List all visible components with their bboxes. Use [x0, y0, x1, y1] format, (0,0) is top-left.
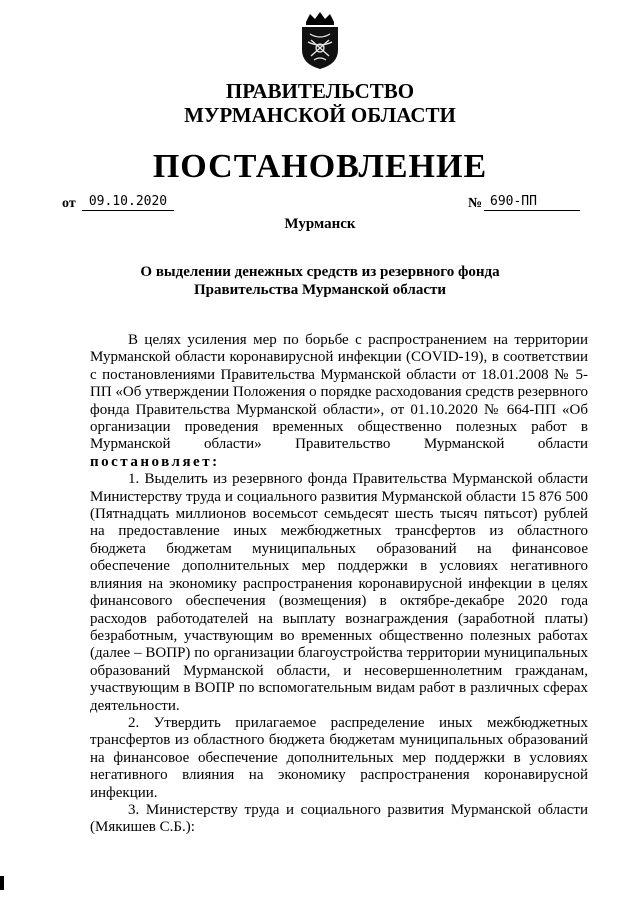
resolves-keyword: постановляет:: [90, 453, 220, 470]
document-number: 690-ПП: [484, 193, 580, 211]
number-label: №: [468, 196, 483, 211]
scan-mark: [0, 876, 4, 890]
organization-name-line1: ПРАВИТЕЛЬСТВО: [225, 79, 415, 103]
clause-1: 1. Выделить из резервного фонда Правительства Мурманской области Министерству труда и социального развития Мурманской области 15 876 500 (Пятнадцать миллионов восемьсот семьдесят шесть тысяч пятьсот) рублей на предоставление иных межбюджетных трансфертов из областного бюджета бюджетам муниципальных образований на финансовое обеспечение дополнительных мер поддержки в условиях негативного влияния на экономику распространения коронавирусной инфекции в целях финансового обеспечения (возмещения) в октябре-декабре 2020 года расходов работодателей на выплату вознаграждения (заработной платы) безработным, участвующим во временных общественно полезных работах (далее – ВОПР) по организации благоустройства территории муниципальных образований Мурманской области, и несовершеннолетним гражданам, участвующим в ВОПР по вспомогательным видам работ в различных сферах деятельности.: [90, 471, 588, 714]
document-body: [90, 332, 588, 837]
city-name: Мурманск: [284, 216, 356, 232]
coat-of-arms-emblem: [296, 10, 344, 70]
clause-3: 3. Министерству труда и социального развития Мурманской области (Мякишев С.Б.):: [90, 801, 588, 836]
document-type-title: ПОСТАНОВЛЕНИЕ: [152, 148, 488, 185]
subject-line1: О выделении денежных средств из резервного фонда: [140, 264, 500, 280]
date-label: от: [62, 196, 76, 211]
preamble-text: В целях усиления мер по борьбе с распространением на территории Мурманской области коронавирусной инфекции (COVID-19), в соответствии с постановлениями Правительства Мурманской области от 18.01.2008 № 5-ПП «Об утверждении Положения о порядке расходования средств резервного фонда Правительства Мурманской области», от 01.10.2020 № 664-ПП «Об организации проведения временных общественно полезных работ в Мурманской области» Правительство Мурманской области: [90, 332, 588, 453]
preamble-paragraph: [90, 332, 588, 471]
organization-name-line2: МУРМАНСКОЙ ОБЛАСТИ: [184, 103, 456, 127]
document-date: 09.10.2020: [82, 193, 174, 211]
document-subject: [0, 263, 640, 299]
clause-2: 2. Утвердить прилагаемое распределение иных межбюджетных трансфертов из областного бюджета бюджетам муниципальных образований на финансовое обеспечение дополнительных мер поддержки в условиях негативного влияния на экономику распространения коронавирусной инфекции.: [90, 714, 588, 801]
subject-line2: Правительства Мурманской области: [193, 282, 447, 298]
crown-icon: [306, 12, 334, 25]
